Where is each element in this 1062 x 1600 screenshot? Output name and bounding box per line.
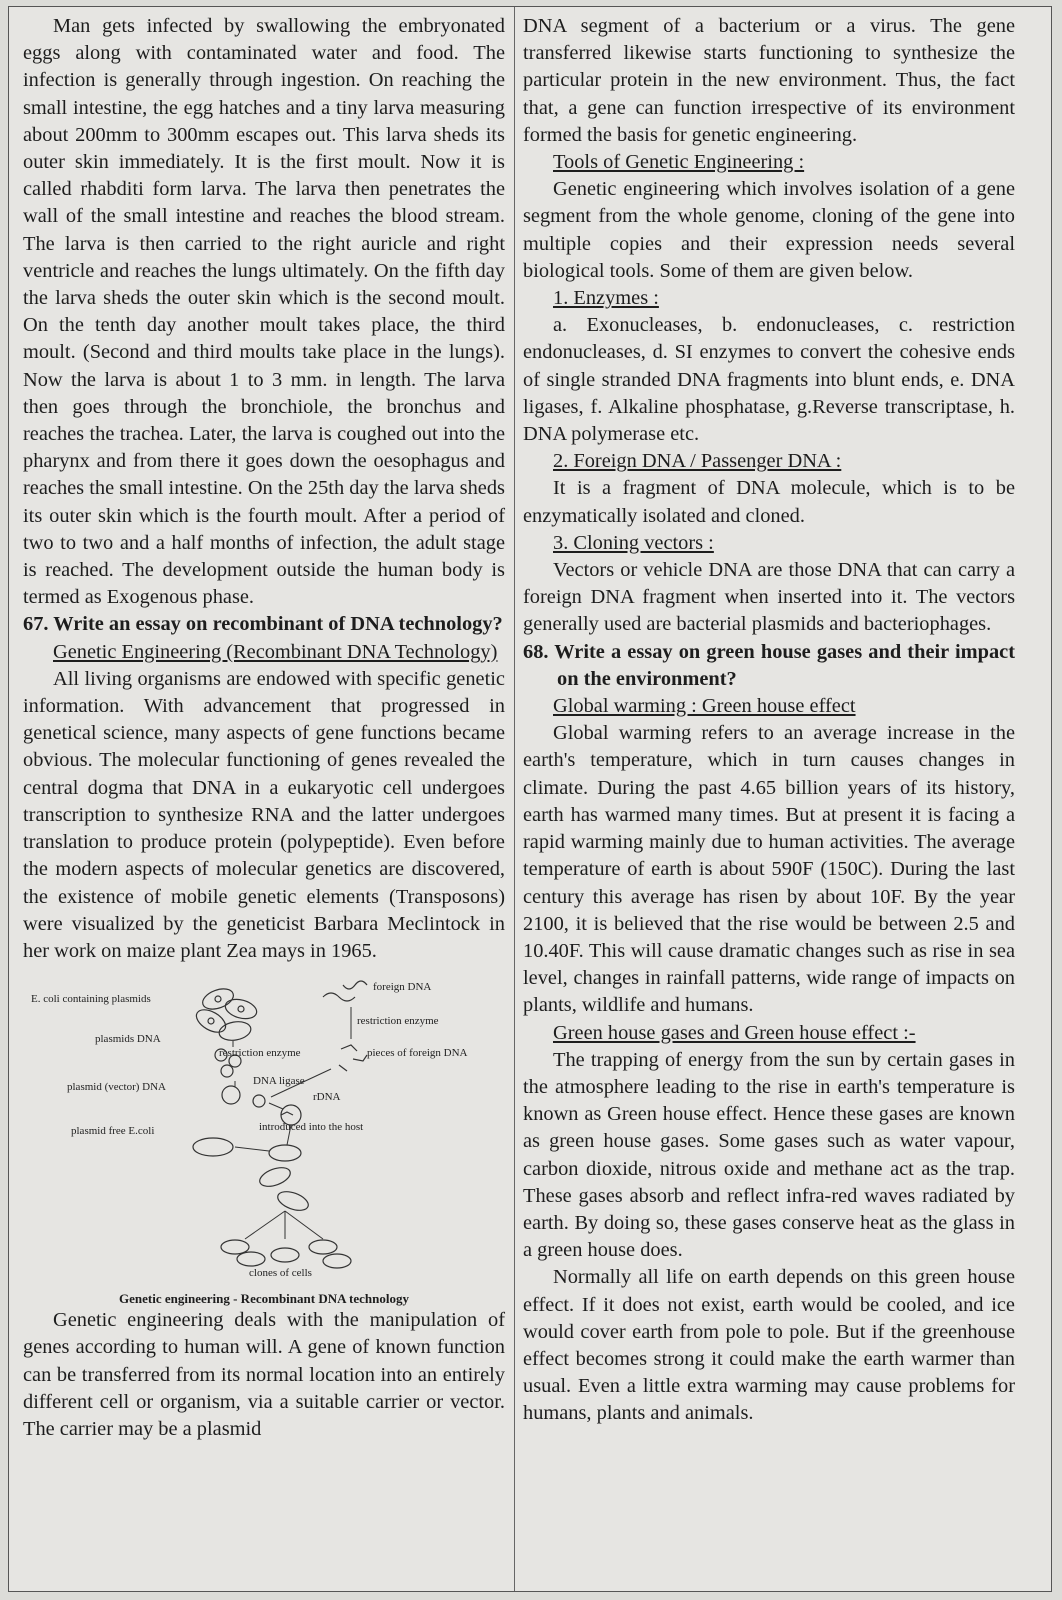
foreign-dna-icon [323,981,367,1001]
genetic-engineering-subheading: Genetic Engineering (Recombinant DNA Technology) [53,640,498,663]
plasmid-free-ecoli-icon [193,1138,233,1156]
figure-caption: Genetic engineering - Recombinant DNA technology [119,1291,409,1307]
recombinant-dna-figure [23,977,505,1307]
label-rdna: rDNA [313,1091,341,1104]
dna-segment-paragraph: DNA segment of a bacterium or a virus. The gene transferred likewise starts functioning to synthesize the particular protein in the new environment. Thus, the fact that, a gene can function irrespective of its environment formed the basis for genetic engineering. [523,15,1015,146]
label-plasmids-dna: plasmids DNA [95,1033,161,1046]
label-restriction-enzyme-2: restriction enzyme [219,1047,301,1060]
enzymes-paragraph: a. Exonucleases, b. endonucleases, c. restriction endonucleases, d. SI enzymes to convert the cohesive ends of single stranded DNA fragments into blunt ends, e. DNA ligases, f. Alkaline phosphatase, g.Reverse transcriptase, h. DNA polymerase etc. [523,314,1015,446]
ecoli-cell-icon [193,985,259,1043]
column-divider [514,7,515,1591]
question-67-heading: 67. Write an essay on recombinant of DNA technology? [23,613,503,636]
label-dna-ligase: DNA ligase [253,1075,305,1088]
global-warming-subheading: Global warming : Green house effect [553,695,856,718]
green-house-subheading: Green house gases and Green house effect :- [553,1021,916,1044]
label-plasmid-free-ecoli: plasmid free E.coli [71,1125,155,1138]
genetic-info-paragraph: All living organisms are endowed with specific genetic information. With advancement that progressed in genetical science, many aspects of gene functions became obvious. The molecular functioning of genes revealed the central dogma that DNA in a eukaryotic cell undergoes transcription to synthesize RNA and the latter undergoes translation to produce protein (polypeptide). Even before the modern aspects of molecular genetics are discovered, the existence of mobile genetic elements (Transposons) were visualized by the geneticist Barbara Meclintock in her work on maize plant Zea mays in 1965. [23,667,505,962]
newspaper-page [8,6,1052,1592]
cloning-vectors-paragraph: Vectors or vehicle DNA are those DNA that can carry a foreign DNA fragment when inserted into it. The vectors generally used are bacterial plasmids and bacteriophages. [523,559,1015,636]
label-introduced-into-host: introduced into the host [259,1121,364,1134]
label-foreign-dna: foreign DNA [373,981,432,994]
label-restriction-enzyme-1: restriction enzyme [357,1015,439,1028]
foreign-dna-subheading: 2. Foreign DNA / Passenger DNA : [553,450,842,473]
tools-subheading: Tools of Genetic Engineering : [553,151,805,174]
right-column [523,13,1015,1585]
foreign-dna-paragraph: It is a fragment of DNA molecule, which is to be enzymatically isolated and cloned. [523,477,1015,527]
question-68-heading: 68. Write a essay on green house gases and their impact on the environment? [523,640,1015,690]
label-pieces-foreign-dna: pieces of foreign DNA [367,1047,468,1060]
tools-paragraph: Genetic engineering which involves isolation of a gene segment from the whole genome, cloning of the gene into multiple copies and their expression needs several biological tools. Some of them are given below. [523,178,1015,282]
larva-paragraph: Man gets infected by swallowing the embryonated eggs along with contaminated water and food. The infection is generally through ingestion. On reaching the small intestine, the egg hatches and a tiny larva measuring about 200mm to 300mm escapes out. This larva sheds its outer skin immediately. It is the first moult. Now it is called rhabditi form larva. The larva then penetrates the wall of the small intestine and reaches the blood stream. The larva is then carried to the right auricle and right ventricle and reaches the lungs ultimately. On the fifth day the larva sheds the outer skin which is the second moult. On the tenth day another moult takes place, the third moult. (Second and third moults take place in the lungs). Now the larva is about 1 to 3 mm. in length. The larva then goes through the bronchiole, the bronchus and reaches the trachea. Later, the larva is coughed out into the pharynx and from there it goes down the oesophagus and reaches the small intestine. On the 25th day the larva sheds its outer skin which is the fourth moult. After a period of two to two and a half months of infection, the adult stage is reached. The development outside the human body is termed as Exogenous phase. [23,15,505,609]
clones-of-cells-icon [221,1240,351,1268]
global-warming-paragraph: Global warming refers to an average increase in the earth's temperature, which in turn causes changes in climate. During the past 4.65 billion years of its history, earth has warmed many times. But at present it is facing a rapid warming mainly due to human activities. The average temperature of earth is about 590F (150C). During the last century this average has risen by about 10F. By the year 2100, it is believed that the rise would be between 2.5 and 10.40F. This will cause dramatic changes such as rise in sea level, changes in rainfall patterns, wide range of impacts on plants, wildlife and humans. [523,722,1015,1017]
green-house-paragraph: The trapping of energy from the sun by certain gases in the atmosphere leading to the rise in earth's temperature is known as Green house effect. Hence these gases are known as green house gases. Some gases such as water vapour, carbon dioxide, nitrous oxide and methane act as the trap. These gases absorb and reflect infra-red waves radiated by earth. By doing so, these gases conserve heat as the glass in a green house does. [523,1048,1015,1262]
enzymes-subheading: 1. Enzymes : [553,287,659,310]
label-ecoli: E. coli containing plasmids [31,993,151,1006]
label-plasmid-vector: plasmid (vector) DNA [67,1081,166,1094]
cloning-vectors-subheading: 3. Cloning vectors : [553,531,714,554]
label-clones-of-cells: clones of cells [249,1267,312,1280]
normally-paragraph: Normally all life on earth depends on this green house effect. If it does not exist, earth would be cooled, and ice would cover earth from pole to pole. But if the greenhouse effect becomes strong it could make the earth warmer than usual. Even a little extra warming may cause problems for humans, plants and animals. [523,1266,1015,1425]
foreign-dna-pieces-icon [339,1045,367,1071]
genetic-manipulation-paragraph: Genetic engineering deals with the manipulation of genes according to human will. A gene of known function can be transferred from its normal location into an entirely different cell or organism, via a suitable carrier or vector. The carrier may be a plasmid [23,1309,505,1440]
left-column [23,13,505,1585]
host-cells-icon [257,1145,311,1214]
vector-dna-icon [222,1086,265,1107]
